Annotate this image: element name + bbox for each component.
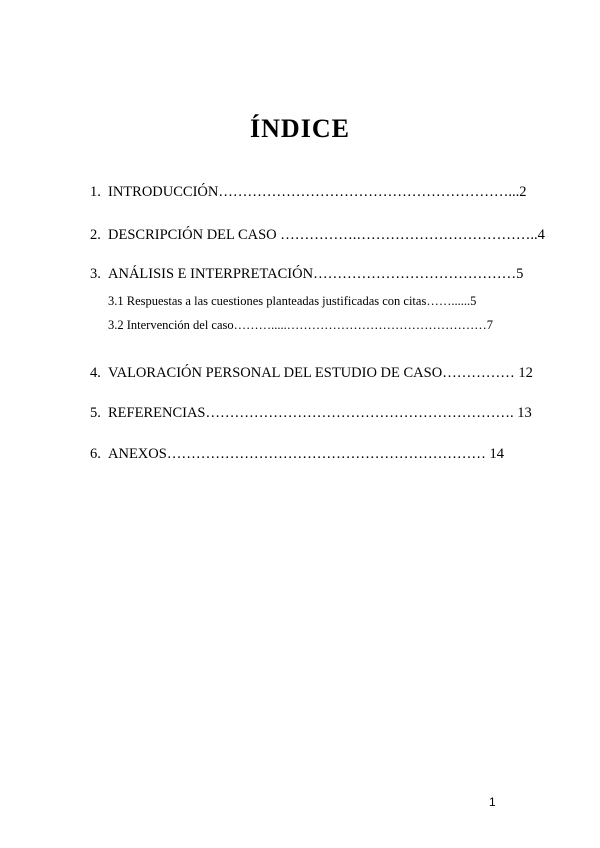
toc-entry-anexos[interactable] (90, 445, 522, 463)
toc-entry-number: 1. (90, 184, 101, 200)
toc-leader: ………………………………………………………. (205, 405, 514, 421)
toc-entry-number: 2. (90, 227, 101, 243)
toc-entry-valoracion[interactable] (90, 364, 533, 382)
toc-subentry-respuestas[interactable] (108, 292, 522, 310)
toc-page-number: 7 (486, 318, 494, 332)
toc-leader: ……………………………………………………... (218, 184, 520, 200)
toc-entry-text: DESCRIPCIÓN DEL CASO (108, 227, 277, 243)
toc-page-number: 4 (537, 227, 545, 243)
toc-entry-analisis[interactable] (90, 265, 522, 283)
page-title: ÍNDICE (250, 114, 350, 143)
toc-entry-descripcion[interactable] (90, 226, 545, 244)
toc-entry-number: 6. (90, 446, 101, 462)
toc-entry-text: ANEXOS (108, 446, 167, 462)
toc-entry-text: 3.2 Intervención del caso (108, 318, 234, 332)
toc-entry-text: VALORACIÓN PERSONAL DEL ESTUDIO DE CASO (108, 365, 443, 381)
toc-entry-text: 3.1 Respuestas a las cuestiones planteadas justificadas con citas (108, 294, 427, 308)
toc-page-number: 14 (489, 446, 504, 462)
toc-leader: ……...... (426, 294, 471, 308)
toc-entry-introduccion[interactable] (90, 183, 527, 201)
toc-leader: …………… (442, 365, 515, 381)
toc-entry-number: 4. (90, 365, 101, 381)
toc-page-number: 13 (517, 405, 532, 421)
toc-entry-text: ANÁLISIS E INTERPRETACIÓN (108, 266, 314, 282)
toc-page-number: 5 (516, 266, 524, 282)
toc-entry-number: 5. (90, 405, 101, 421)
toc-entry-number: 3. (90, 266, 101, 282)
toc-page-number: 12 (518, 365, 533, 381)
toc-leader: …………….……………………………….. (280, 227, 538, 243)
toc-entry-referencias[interactable] (90, 404, 532, 422)
toc-entry-text: INTRODUCCIÓN (108, 184, 219, 200)
toc-leader: ……….....………………………………………… (233, 318, 487, 332)
toc-page-number: 5 (470, 294, 477, 308)
toc-entry-text: REFERENCIAS (108, 405, 206, 421)
toc-page-number: 2 (519, 184, 527, 200)
toc-leader: ………………………………………………………… (166, 446, 486, 462)
toc-subentry-intervencion[interactable] (108, 316, 522, 334)
toc-leader: …………………………………… (313, 266, 517, 282)
page-footer-number: 1 (489, 795, 496, 809)
